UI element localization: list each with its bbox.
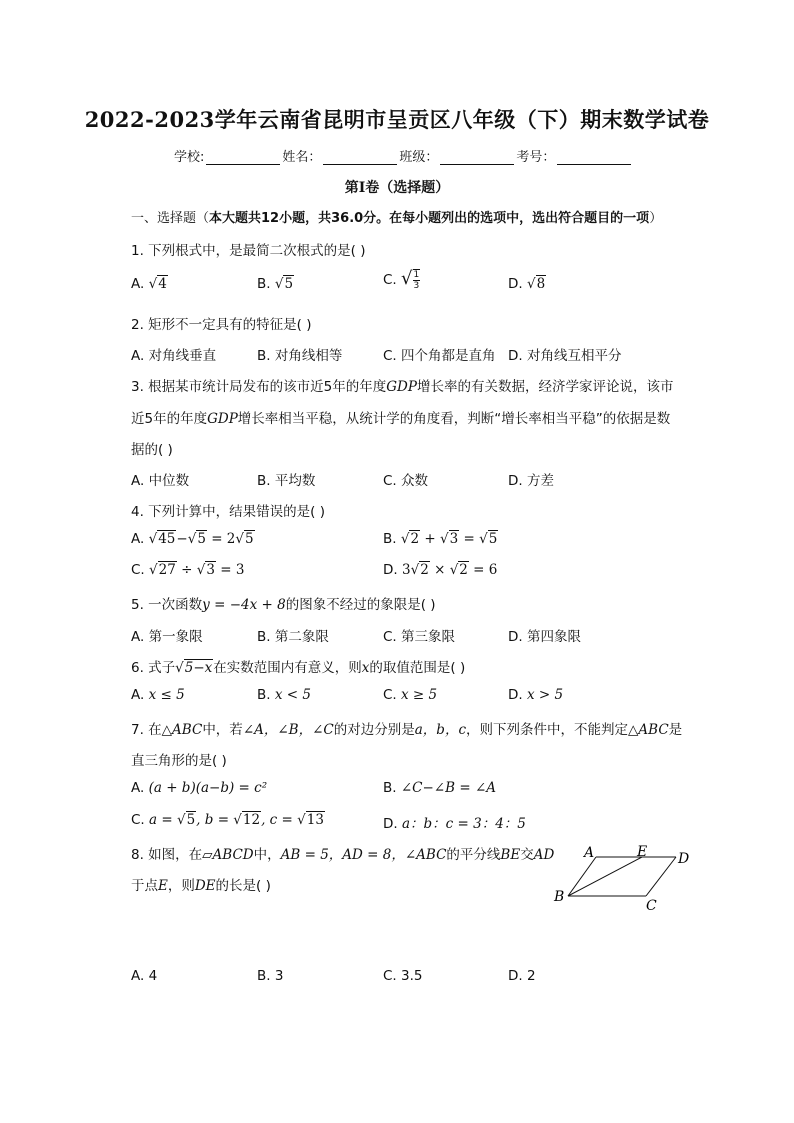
question-3-line-2: 近5年的年度GDP增长率相当平稳，从统计学的角度看，判断“增长率相当平稳”的依据是数	[131, 411, 671, 427]
school-blank[interactable]	[206, 150, 280, 165]
q2-option-b[interactable]: B. 对角线相等	[257, 348, 343, 364]
question-6-stem: 6. 式子√5−x在实数范围内有意义，则x的取值范围是( )	[131, 660, 466, 676]
label-d: D	[678, 851, 690, 867]
question-2-stem: 2. 矩形不一定具有的特征是( )	[131, 317, 312, 333]
q6-option-a[interactable]: A. x ≤ 5	[131, 687, 185, 703]
label-c: C	[646, 898, 657, 914]
q1-option-b[interactable]: B. √5	[257, 276, 294, 292]
q4-option-b[interactable]: B. √2 + √3 = √5	[383, 531, 498, 547]
q3-option-c[interactable]: C. 众数	[383, 473, 429, 489]
class-label: 班级：	[399, 150, 439, 165]
q5-option-d[interactable]: D. 第四象限	[508, 629, 581, 645]
q7-option-d[interactable]: D. a：b：c = 3：4：5	[383, 816, 526, 832]
q8-option-d[interactable]: D. 2	[508, 968, 536, 984]
q7-option-a[interactable]: A. (a + b)(a−b) = c²	[131, 780, 268, 796]
q1-option-a[interactable]: A. √4	[131, 276, 167, 292]
q6-option-c[interactable]: C. x ≥ 5	[383, 687, 438, 703]
q4-option-c[interactable]: C. √27 ÷ √3 = 3	[131, 562, 245, 578]
q6-option-d[interactable]: D. x > 5	[508, 687, 564, 703]
segment-be	[568, 857, 642, 896]
question-8-line-2: 于点E，则DE的长是( )	[131, 878, 271, 894]
q5-option-a[interactable]: A. 第一象限	[131, 629, 203, 645]
school-label: 学校:	[174, 150, 205, 165]
question-5-stem: 5. 一次函数y = −4x + 8的图象不经过的象限是( )	[131, 597, 436, 613]
exam-title: 2022-2023学年云南省昆明市呈贡区八年级（下）期末数学试卷	[84, 107, 710, 132]
q6-option-b[interactable]: B. x < 5	[257, 687, 311, 703]
q2-option-a[interactable]: A. 对角线垂直	[131, 348, 217, 364]
exam-no-blank[interactable]	[557, 150, 631, 165]
section-prefix: 一、选择题（	[131, 211, 210, 226]
q5-option-b[interactable]: B. 第二象限	[257, 629, 329, 645]
name-label: 姓名：	[282, 150, 322, 165]
q8-option-a[interactable]: A. 4	[131, 968, 158, 984]
q8-option-b[interactable]: B. 3	[257, 968, 284, 984]
name-blank[interactable]	[323, 150, 397, 165]
q7-option-c[interactable]: C. a = √5, b = √12, c = √13	[131, 812, 324, 828]
question-7-line-1: 7. 在△ABC中，若∠A，∠B，∠C的对边分别是a，b，c，则下列条件中，不能判定△ABC是	[131, 722, 683, 738]
question-3-line-1: 3. 根据某市统计局发布的该市近5年的年度GDP增长率的有关数据，经济学家评论说，该市	[131, 379, 674, 395]
section-bold: 本大题共12小题，共36.0分。在每小题列出的选项中，选出符合题目的一项	[209, 211, 650, 226]
student-info-line	[174, 146, 633, 165]
question-1-stem: 1. 下列根式中，是最简二次根式的是( )	[131, 243, 366, 259]
label-b: B	[554, 889, 565, 905]
q1-option-d[interactable]: D. √8	[508, 276, 546, 292]
section-suffix: ）	[649, 211, 663, 226]
q3-option-b[interactable]: B. 平均数	[257, 473, 316, 489]
q2-option-d[interactable]: D. 对角线互相平分	[508, 348, 622, 364]
q5-option-c[interactable]: C. 第三象限	[383, 629, 456, 645]
exam-no-label: 考号：	[516, 150, 556, 165]
edge-cd	[646, 857, 676, 896]
question-7-line-2: 直三角形的是( )	[131, 753, 227, 769]
q8-option-c[interactable]: C. 3.5	[383, 968, 423, 984]
question-4-stem: 4. 下列计算中，结果错误的是( )	[131, 504, 325, 520]
class-blank[interactable]	[440, 150, 514, 165]
q7-option-b[interactable]: B. ∠C−∠B = ∠A	[383, 780, 496, 796]
q4-option-d[interactable]: D. 3√2 × √2 = 6	[383, 562, 498, 578]
q1-option-c[interactable]: C. √ $\frac{1}{3}$	[383, 268, 420, 291]
label-e: E	[637, 844, 648, 860]
volume-title: 第I卷（选择题）	[344, 180, 450, 196]
question-3-line-3: 据的( )	[131, 442, 173, 458]
parallelogram-figure	[548, 840, 708, 920]
q3-option-d[interactable]: D. 方差	[508, 473, 554, 489]
q4-option-a[interactable]: A. √45−√5 = 2√5	[131, 531, 254, 547]
question-8-line-1: 8. 如图，在▱ABCD中，AB = 5，AD = 8，∠ABC的平分线BE交AD	[131, 847, 555, 863]
edge-ab	[568, 857, 596, 896]
label-a: A	[584, 845, 595, 861]
q3-option-a[interactable]: A. 中位数	[131, 473, 190, 489]
q2-option-c[interactable]: C. 四个角都是直角	[383, 348, 496, 364]
section-heading	[131, 207, 662, 226]
